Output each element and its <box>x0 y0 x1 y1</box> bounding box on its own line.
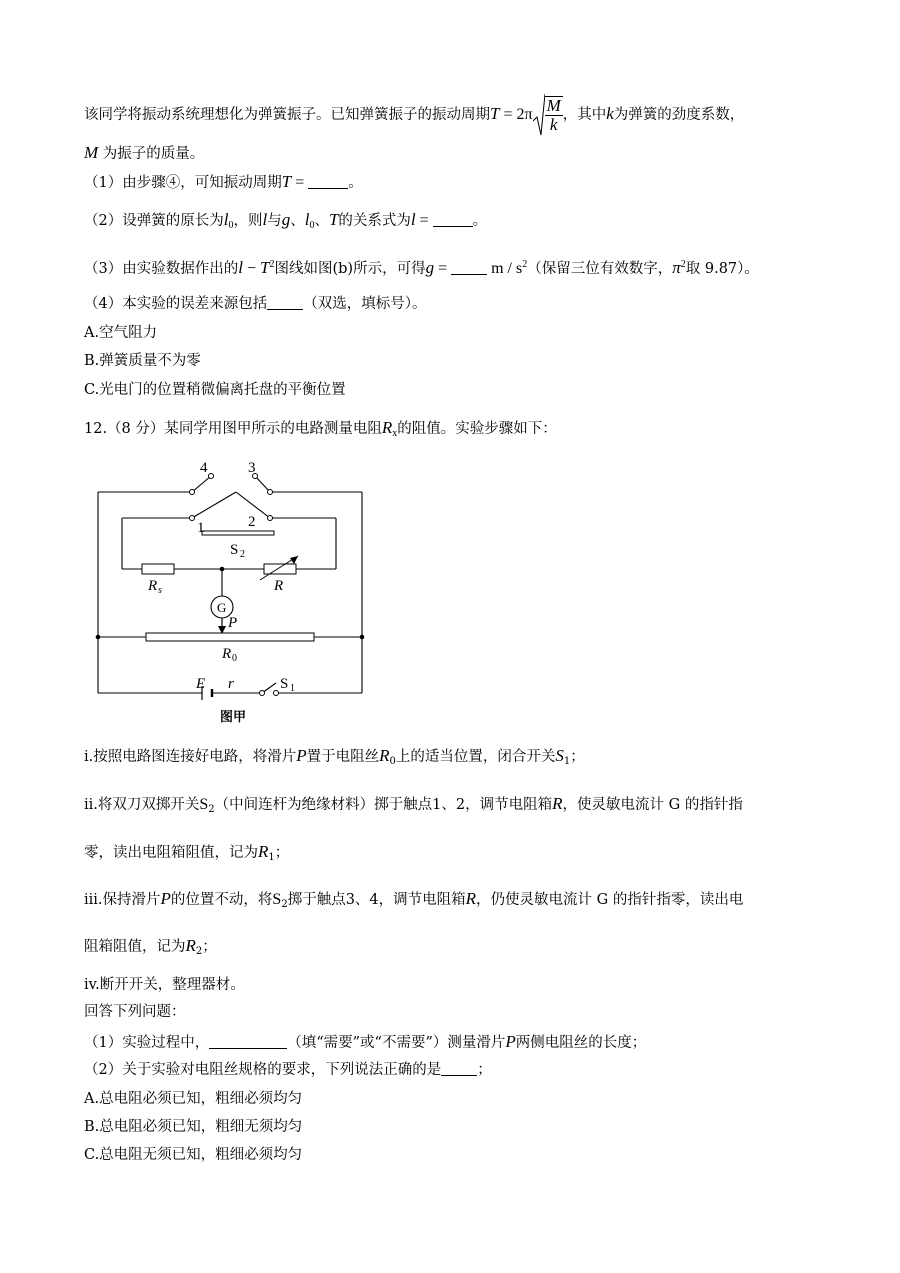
emf-label: E <box>196 676 206 692</box>
question-3: （3）由实验数据作出的$l - T^2$图线如图(b)所示，可得$g = m / s^2$（保留三位有效数字，$\pi^2$取 9.87）。 <box>84 258 759 277</box>
R0-subscript: 0 <box>389 756 396 767</box>
option2-b: B.总电阻必须已知，粗细无须均匀 <box>84 1119 303 1135</box>
answer-blank[interactable] <box>209 1034 287 1049</box>
question-1 <box>84 172 363 193</box>
step-iii <box>84 889 743 915</box>
q12-head: 12.（8 分）某同学用图甲所示的电路测量电阻 <box>84 421 382 437</box>
galvanometer-label: G <box>217 600 227 615</box>
unit: m / s <box>487 260 523 277</box>
intro-text: 该同学将振动系统理想化为弹簧振子。已知弹簧振子的振动周期 <box>84 107 490 123</box>
fraction-numerator: M <box>546 96 561 115</box>
l0-symbol: l <box>223 210 229 229</box>
q1-label: （1）由步骤④，可知振动周期 <box>84 175 282 191</box>
intro-text-2: ，其中 <box>562 107 607 123</box>
answer-blank[interactable] <box>267 295 303 310</box>
step-i-d: ； <box>570 749 585 765</box>
step-ii <box>84 794 743 820</box>
step-iv: iv.断开开关，整理器材。 <box>84 977 245 993</box>
option2-a: A.总电阻必须已知，粗细必须均匀 <box>84 1091 303 1107</box>
q1-tail: 。 <box>348 175 363 191</box>
step-ii-a: ii.将双刀双掷开关 <box>84 797 200 813</box>
l-symbol-2: l <box>410 210 416 229</box>
q2-text-b: 与 <box>267 213 282 229</box>
formula-eq: = 2π <box>499 106 533 123</box>
q3-label: （3）由实验数据作出的 <box>84 261 239 277</box>
step-i-a: i.按照电路图连接好电路，将滑片 <box>84 749 297 765</box>
q1-eq: = <box>291 174 309 191</box>
q2-text-c: 、 <box>290 213 305 229</box>
a1-b: （填“需要”或“不需要”）测量滑片 <box>287 1035 506 1051</box>
pi-symbol: π <box>672 258 681 277</box>
R2-symbol: R <box>185 936 196 955</box>
answer-blank[interactable] <box>433 212 473 227</box>
l-symbol: l <box>238 258 243 277</box>
r0-subscript: 0 <box>232 653 237 664</box>
a1-c: 两侧电阻丝的长度； <box>515 1035 647 1051</box>
q2-label: （2）设弹簧的原长为 <box>84 213 224 229</box>
terminal-3-label: 3 <box>248 460 256 476</box>
q2-tail: 。 <box>472 213 488 229</box>
q2-text-a: ，则 <box>233 213 263 229</box>
answer-intro: 回答下列问题： <box>84 1004 186 1020</box>
step-i-c: 上的适当位置，闭合开关 <box>395 749 556 765</box>
question-4 <box>84 294 426 314</box>
intro-text-3: 为弹簧的劲度系数， <box>613 107 745 123</box>
step-iii-line2 <box>84 936 217 962</box>
P-symbol: P <box>296 746 307 765</box>
step-i-b: 置于电阻丝 <box>306 749 380 765</box>
s1-subscript: 1 <box>290 683 295 694</box>
r0-label: R <box>222 646 232 662</box>
S2-symbol: S <box>272 891 282 908</box>
q3-text-a: 图线如图(b)所示，可得 <box>274 261 426 277</box>
answer-2 <box>84 1060 492 1080</box>
q2-eq: = <box>415 212 433 229</box>
figure-caption: 图甲 <box>220 710 247 725</box>
step-ii-line2a: 零，读出电阻箱阻值，记为 <box>84 845 258 861</box>
answer-blank[interactable] <box>451 260 487 275</box>
question-2: （2）设弹簧的原长为$l_0$，则l与g、$l_0$、T的关系式为l = 。 <box>84 210 488 231</box>
step-iii-line2b: ； <box>202 939 217 955</box>
Rx-subscript: x <box>392 428 398 439</box>
intro-line2-text: 为振子的质量。 <box>98 146 205 162</box>
answer-1 <box>84 1032 646 1053</box>
option-b: B.弹簧质量不为零 <box>84 353 201 369</box>
S1-symbol: S <box>555 746 564 765</box>
option2-c: C.总电阻无须已知，粗细必须均匀 <box>84 1147 303 1163</box>
step-ii-b: （中间连杆为绝缘材料）掷于触点1、2，调节电阻箱 <box>214 797 553 813</box>
step-iii-b: 的位置不动，将 <box>170 892 273 908</box>
intro-line-2 <box>84 143 204 164</box>
T-symbol: T <box>328 210 339 229</box>
q4-text: （4）本实验的误差来源包括 <box>84 296 268 312</box>
option-c: C.光电门的位置稍微偏离托盘的平衡位置 <box>84 382 346 398</box>
l0-symbol-2: l <box>304 210 310 229</box>
R1-subscript: 1 <box>268 852 275 863</box>
option-a: A.空气阻力 <box>84 325 158 341</box>
step-iii-c: 掷于触点3、4，调节电阻箱 <box>287 892 466 908</box>
q3-eq: = <box>434 260 452 277</box>
internal-r-label: r <box>228 676 234 692</box>
T-symbol: T <box>260 258 270 277</box>
step-i <box>84 746 585 772</box>
q3-tail: （保留三位有效数字， <box>527 261 673 277</box>
step-ii-line2 <box>84 842 289 868</box>
g-symbol: g <box>425 258 435 277</box>
R-symbol: R <box>465 889 477 908</box>
step-ii-line2b: ； <box>274 845 290 861</box>
step-iii-d: ，仍使灵敏电流计 G 的指针指零，读出电 <box>476 892 744 908</box>
answer-blank[interactable] <box>308 174 348 189</box>
s2-label: S <box>230 542 239 558</box>
terminal-2-label: 2 <box>248 514 256 530</box>
q4-tail: （双选，填标号）。 <box>303 296 427 312</box>
sqrt-sign <box>533 93 545 137</box>
s2-subscript: 2 <box>240 549 245 560</box>
S2-symbol: S <box>199 796 209 813</box>
R1-symbol: R <box>258 842 269 861</box>
a2-tail: ； <box>477 1062 492 1078</box>
q12-tail: 的阻值。实验步骤如下： <box>397 421 557 437</box>
intro-line <box>84 93 744 137</box>
g-symbol: g <box>281 210 291 229</box>
k-symbol: k <box>606 104 614 123</box>
circuit-diagram <box>84 456 384 726</box>
sqrt-expression <box>533 93 563 137</box>
question-12-heading <box>84 418 557 444</box>
q2-text-e: 的关系式为 <box>338 213 411 229</box>
Rx-symbol: R <box>381 418 393 437</box>
s1-label: S <box>280 676 289 692</box>
S1-subscript: 1 <box>563 756 571 767</box>
r-box-label: R <box>274 578 284 594</box>
R2-subscript: 2 <box>195 946 203 957</box>
M-symbol: M <box>84 143 99 162</box>
fraction-denominator: k <box>549 115 558 134</box>
rs-subscript: s <box>158 585 162 596</box>
S2-subscript: 2 <box>208 804 215 815</box>
formula-T: T <box>490 104 500 123</box>
terminal-4-label: 4 <box>200 460 208 476</box>
fraction <box>545 96 563 134</box>
step-iii-line2a: 阻箱阻值，记为 <box>84 939 186 955</box>
R-symbol: R <box>552 794 563 813</box>
P-symbol: P <box>160 889 171 908</box>
q1-T: T <box>281 172 292 191</box>
minus: − <box>242 260 260 277</box>
q2-text-d: 、 <box>314 213 329 229</box>
l-symbol: l <box>262 210 268 229</box>
answer-blank[interactable] <box>441 1061 477 1076</box>
slider-p-label: P <box>228 615 238 631</box>
a2-text: （2）关于实验对电阻丝规格的要求，下列说法正确的是 <box>84 1062 442 1078</box>
terminal-1-label: 1 <box>197 520 205 536</box>
S2-subscript: 2 <box>281 899 288 910</box>
rs-label: R <box>148 578 158 594</box>
P-symbol: P <box>505 1032 516 1051</box>
step-ii-c: ，使灵敏电流计 G 的指针指 <box>562 797 743 813</box>
R0-symbol: R <box>379 746 390 765</box>
step-iii-a: iii.保持滑片 <box>84 892 161 908</box>
a1-a: （1）实验过程中， <box>84 1035 210 1051</box>
q3-tail-2: 取 9.87）。 <box>685 261 759 277</box>
